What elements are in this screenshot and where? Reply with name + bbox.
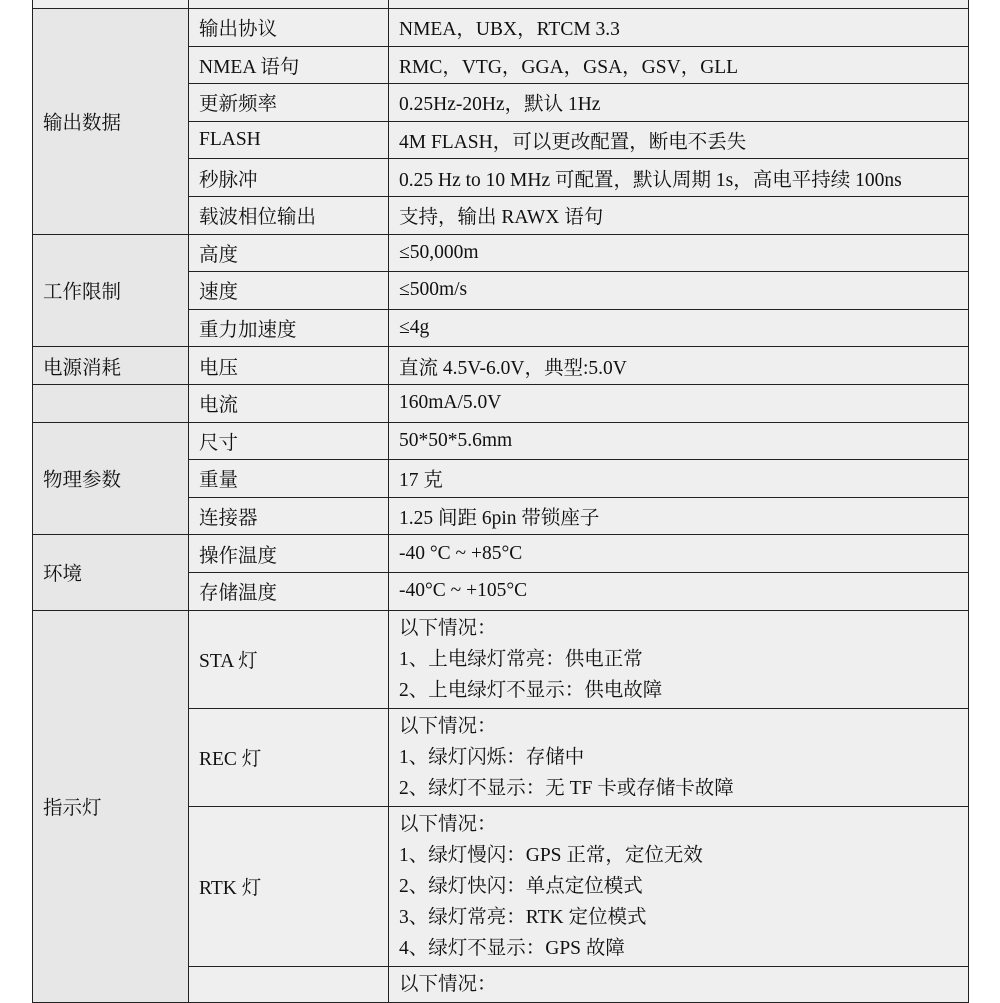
parameter-name-cell: 尺寸 [189,422,389,460]
value-line: 2、上电绿灯不显示：供电故障 [399,679,663,701]
top-edge-cell [389,0,969,9]
parameter-value-cell [389,708,969,806]
group-label-cell: 电源消耗 [33,347,189,385]
parameter-name-cell [189,966,389,1002]
parameter-value-cell: 0.25Hz-20Hz，默认 1Hz [389,84,969,122]
parameter-name-cell: NMEA 语句 [189,46,389,84]
table-row-top-edge [33,0,969,9]
parameter-name-cell: 载波相位输出 [189,196,389,234]
parameter-value-cell [389,966,969,1002]
spec-table [32,0,969,1003]
parameter-name-cell: FLASH [189,121,389,159]
parameter-name-cell: 电流 [189,384,389,422]
table-row [33,9,969,47]
group-label-cell: 指示灯 [33,610,189,1002]
value-line: 2、绿灯不显示：无 TF 卡或存储卡故障 [399,777,734,799]
parameter-value-cell: -40 °C ~ +85°C [389,535,969,573]
parameter-name-cell: 更新频率 [189,84,389,122]
value-line: 4、绿灯不显示：GPS 故障 [399,937,625,959]
value-line: 以下情况： [399,973,497,995]
parameter-name-cell: 高度 [189,234,389,272]
parameter-value-cell [389,806,969,966]
parameter-value-cell: 50*50*5.6mm [389,422,969,460]
table-row [33,610,969,708]
parameter-value-cell: 1.25 间距 6pin 带锁座子 [389,497,969,535]
group-label-cell: 环境 [33,535,189,610]
value-line: 以下情况： [399,617,497,639]
parameter-name-cell: 重力加速度 [189,309,389,347]
parameter-name-cell: 操作温度 [189,535,389,573]
table-row [33,384,969,422]
parameter-value-cell: 0.25 Hz to 10 MHz 可配置，默认周期 1s，高电平持续 100ns [389,159,969,197]
parameter-value-cell [389,610,969,708]
parameter-name-cell: RTK 灯 [189,806,389,966]
group-label-cell: 输出数据 [33,9,189,235]
value-line: 2、绿灯快闪：单点定位模式 [399,875,643,897]
table-row [33,347,969,385]
parameter-value-cell: 4M FLASH，可以更改配置，断电不丢失 [389,121,969,159]
parameter-value-cell: ≤500m/s [389,272,969,310]
parameter-value-cell: 160mA/5.0V [389,384,969,422]
top-edge-cell [33,0,189,9]
parameter-name-cell: 存储温度 [189,572,389,610]
parameter-value-cell: 17 克 [389,460,969,498]
value-line: 1、上电绿灯常亮：供电正常 [399,648,643,670]
parameter-value-cell: RMC，VTG，GGA，GSA，GSV，GLL [389,46,969,84]
parameter-name-cell: 输出协议 [189,9,389,47]
group-label-cell [33,384,189,422]
table-row [33,234,969,272]
parameter-name-cell: 速度 [189,272,389,310]
group-label-cell: 工作限制 [33,234,189,347]
parameter-name-cell: 重量 [189,460,389,498]
value-line: 1、绿灯闪烁：存储中 [399,746,585,768]
parameter-name-cell: 连接器 [189,497,389,535]
parameter-name-cell: 秒脉冲 [189,159,389,197]
parameter-value-cell: 支持，输出 RAWX 语句 [389,196,969,234]
parameter-value-cell: ≤4g [389,309,969,347]
value-line: 3、绿灯常亮：RTK 定位模式 [399,906,647,928]
table-row [33,535,969,573]
group-label-cell: 物理参数 [33,422,189,535]
parameter-value-cell: ≤50,000m [389,234,969,272]
top-edge-cell [189,0,389,9]
parameter-value-cell: NMEA，UBX，RTCM 3.3 [389,9,969,47]
parameter-name-cell: 电压 [189,347,389,385]
value-line: 以下情况： [399,813,497,835]
parameter-value-cell: -40°C ~ +105°C [389,572,969,610]
parameter-name-cell: STA 灯 [189,610,389,708]
parameter-name-cell: REC 灯 [189,708,389,806]
table-row [33,422,969,460]
value-line: 1、绿灯慢闪：GPS 正常，定位无效 [399,844,703,866]
parameter-value-cell: 直流 4.5V-6.0V，典型:5.0V [389,347,969,385]
spec-table-body [33,0,969,1002]
value-line: 以下情况： [399,715,497,737]
